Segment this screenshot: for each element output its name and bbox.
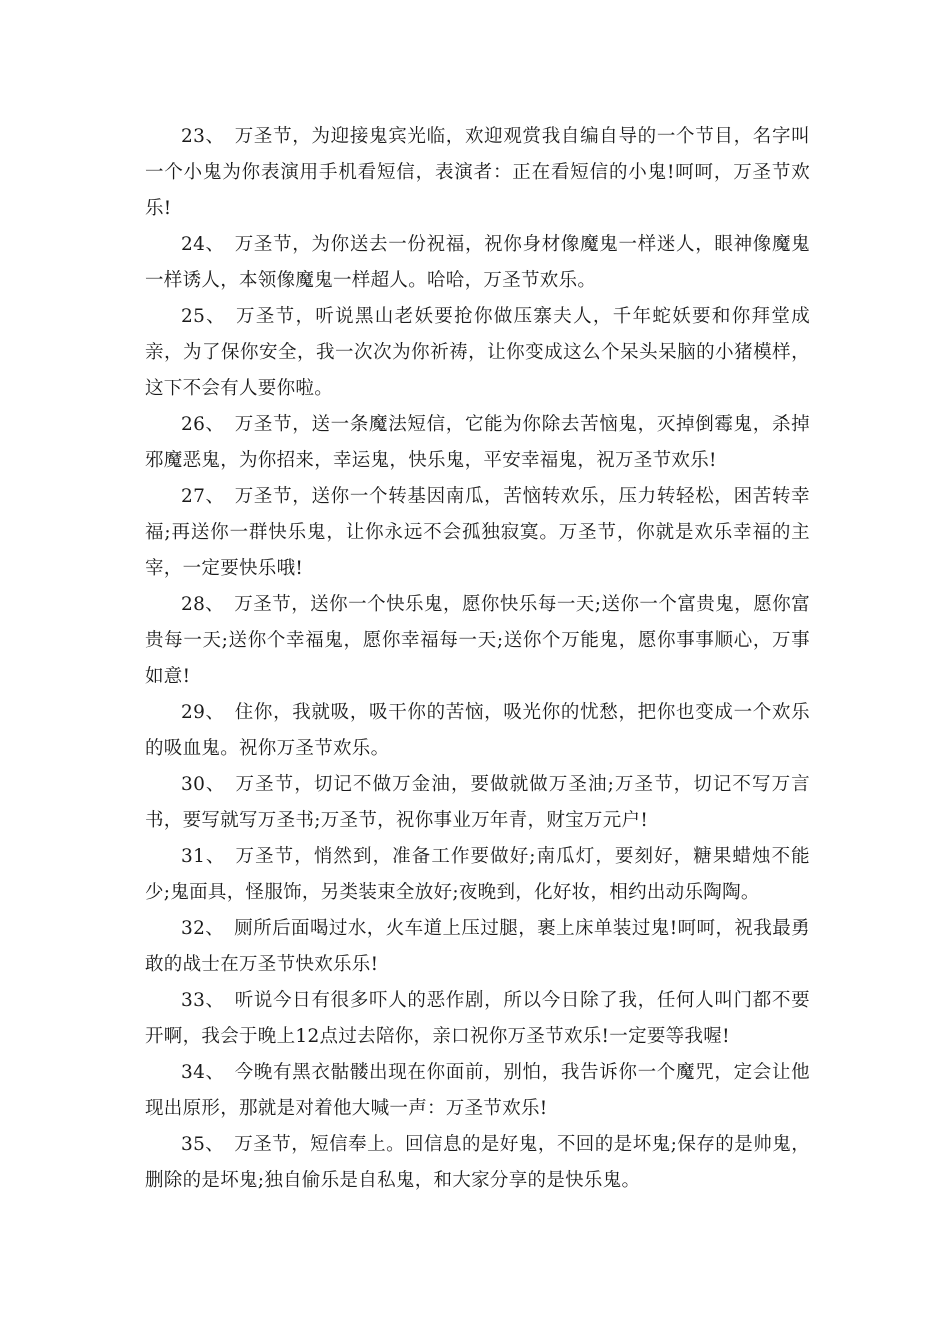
item-text: 住你，我就吸，吸干你的苦恼，吸光你的忧愁，把你也变成一个欢乐的吸血鬼。祝你万圣节欢乐。 [145, 702, 810, 759]
item-number: 33、 [181, 990, 225, 1011]
paragraph-24 [145, 227, 810, 299]
item-text: 厕所后面喝过水，火车道上压过腿，裹上床单装过鬼!呵呵，祝我最勇敢的战士在万圣节快欢乐乐! [145, 918, 810, 975]
paragraph-23 [145, 119, 810, 227]
paragraph-33 [145, 983, 810, 1055]
item-number: 25、 [181, 306, 226, 327]
item-number: 35、 [181, 1134, 225, 1155]
item-text: 今晚有黑衣骷髅出现在你面前，别怕，我告诉你一个魔咒，定会让他现出原形，那就是对着他大喊一声：万圣节欢乐! [145, 1062, 810, 1119]
paragraph-32 [145, 911, 810, 983]
item-text: 万圣节，送你一个快乐鬼，愿你快乐每一天;送你一个富贵鬼，愿你富贵每一天;送你个幸福鬼，愿你幸福每一天;送你个万能鬼，愿你事事顺心，万事如意! [145, 594, 810, 687]
item-number: 23、 [181, 126, 225, 147]
paragraph-34 [145, 1055, 810, 1127]
item-text: 万圣节，悄然到，准备工作要做好;南瓜灯，要刻好，糖果蜡烛不能少;鬼面具，怪服饰，另类装束全放好;夜晚到，化好妆，相约出动乐陶陶。 [145, 846, 810, 903]
paragraph-35 [145, 1127, 810, 1199]
item-number: 30、 [181, 774, 226, 795]
item-text: 万圣节，短信奉上。回信息的是好鬼，不回的是坏鬼;保存的是帅鬼，删除的是坏鬼;独自偷乐是自私鬼，和大家分享的是快乐鬼。 [145, 1134, 810, 1191]
item-number: 27、 [181, 486, 225, 507]
item-text: 万圣节，为你送去一份祝福，祝你身材像魔鬼一样迷人，眼神像魔鬼一样诱人，本领像魔鬼一样超人。哈哈，万圣节欢乐。 [145, 234, 810, 291]
item-number: 32、 [181, 918, 225, 939]
item-number: 29、 [181, 702, 225, 723]
paragraph-28 [145, 587, 810, 695]
paragraph-27 [145, 479, 810, 587]
paragraph-29 [145, 695, 810, 767]
item-number: 24、 [181, 234, 225, 255]
item-text: 万圣节，送你一个转基因南瓜，苦恼转欢乐，压力转轻松，困苦转幸福;再送你一群快乐鬼，让你永远不会孤独寂寞。万圣节，你就是欢乐幸福的主宰，一定要快乐哦! [145, 486, 810, 579]
item-number: 26、 [181, 414, 225, 435]
paragraph-25 [145, 299, 810, 407]
item-text: 万圣节，切记不做万金油，要做就做万圣油;万圣节，切记不写万言书，要写就写万圣书;万圣节，祝你事业万年青，财宝万元户! [145, 774, 810, 831]
item-text: 万圣节，为迎接鬼宾光临，欢迎观赏我自编自导的一个节目，名字叫一个小鬼为你表演用手机看短信，表演者：正在看短信的小鬼!呵呵，万圣节欢乐! [145, 126, 810, 219]
paragraph-26 [145, 407, 810, 479]
item-text: 听说今日有很多吓人的恶作剧，所以今日除了我，任何人叫门都不要开啊，我会于晚上12点过去陪你，亲口祝你万圣节欢乐!一定要等我喔! [145, 990, 810, 1047]
item-number: 34、 [181, 1062, 225, 1083]
document-body [145, 119, 810, 1199]
item-text: 万圣节，听说黑山老妖要抢你做压寨夫人，千年蛇妖要和你拜堂成亲，为了保你安全，我一次次为你祈祷，让你变成这么个呆头呆脑的小猪模样，这下不会有人要你啦。 [145, 306, 810, 399]
paragraph-31 [145, 839, 810, 911]
item-number: 31、 [181, 846, 226, 867]
item-text: 万圣节，送一条魔法短信，它能为你除去苦恼鬼，灭掉倒霉鬼，杀掉邪魔恶鬼，为你招来，幸运鬼，快乐鬼，平安幸福鬼，祝万圣节欢乐! [145, 414, 810, 471]
item-number: 28、 [181, 594, 225, 615]
paragraph-30 [145, 767, 810, 839]
